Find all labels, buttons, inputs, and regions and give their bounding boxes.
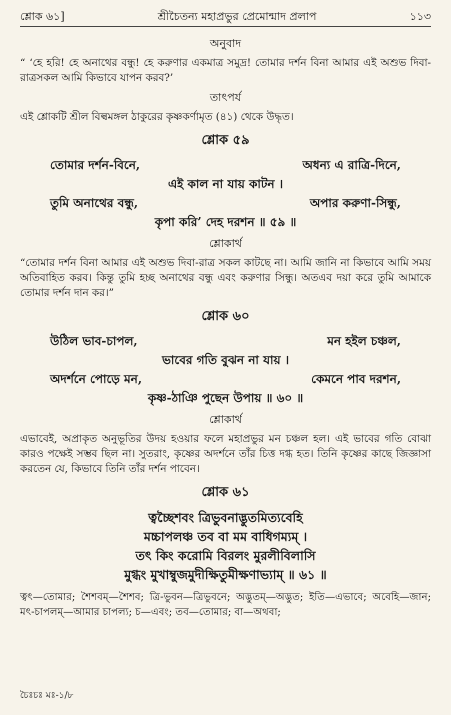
verse-60-line-3b: কেমনে পাব দরশন,: [311, 372, 401, 386]
verse-59-line-3a: তুমি অনাথের বন্ধু,: [50, 196, 139, 210]
verse-60-line-4: কৃষ্ণ-ঠাঞি পুছেন উপায় ॥ ৬০ ॥: [147, 391, 304, 405]
translation-heading: অনুবাদ: [209, 37, 242, 50]
verse-60-meaning-heading: শ্লোকার্থ: [209, 413, 242, 426]
word-for-word-synonyms: ত্বৎ—তোমার; শৈশবম্—শৈশব; ত্রি-ভুবন—ত্রিভুবনে; অদ্ভুতম্—অদ্ভুত; ইতি—এভাবে; অবেহি—জান; মৎ-চাপলম্—আমার চাপল্য; চ—এবং; তব—তোমার; বা—অথবা;: [20, 592, 431, 618]
translation-text: “ ‘হে হরি! হে অনাথের বন্ধু! হে করুণার একমাত্র সমুদ্র! তোমার দর্শন বিনা আমার এই অশুভ দিবা-রাত্রসকল আমি কিভাবে যাপন করব?’: [20, 57, 431, 84]
verse-61-sanskrit: [20, 508, 431, 584]
header-verse-ref: শ্লোক ৬১]: [20, 10, 65, 23]
page-number: ১১৩: [409, 10, 431, 23]
verse-59-line-4: কৃপা করি’ দেহ দরশন ॥ ৫৯ ॥: [154, 215, 297, 229]
verse-59-line-3b: অপার করুণা-সিন্ধু,: [309, 196, 401, 210]
verse-61-line-2: মচ্চাপলঞ্চ তব বা মম বাধিগম্যম্ ।: [143, 529, 308, 544]
verse-60-line-3a: অদর্শনে পোড়ে মন,: [50, 372, 143, 386]
verse-60-line-1b: মন হইল চঞ্চল,: [327, 334, 401, 348]
verse-60-line-2: ভাবের গতি বুঝন না যায় ।: [161, 353, 290, 367]
verse-59-line-1: [20, 156, 431, 175]
verse-59-meaning-text: “তোমার দর্শন বিনা আমার এই অশুভ দিবা-রাত্র সকল কাটছে না। আমি জানি না কিভাবে আমি সময় অতিবাহিত করব। কিন্তু তুমি হচ্ছ অনাথের বন্ধু এবং করুণার সিন্ধু। অতএব দয়া করে তুমি আমাকে তোমার দর্শন দান কর।”: [20, 257, 431, 299]
verse-59-line-2: এই কাল না যায় কাটন ।: [167, 177, 284, 191]
verse-59-meaning-heading: শ্লোকার্থ: [209, 237, 242, 250]
verse-60-line-1: [20, 332, 431, 351]
verse-61-line-1: ত্বচ্ছৈশবং ত্রিভুবনাদ্ভুতমিত্যবেহি: [148, 510, 303, 525]
verse-60: [20, 332, 431, 408]
header-title: শ্রীচৈতন্য মহাপ্রভুর প্রেমোন্মাদ প্রলাপ: [157, 10, 317, 23]
verse-59-line-1b: অধন্য এ রাত্রি-দিনে,: [302, 158, 401, 172]
running-header: [20, 8, 431, 27]
verse-61-line-4: মুগ্ধং মুখাম্বুজমুদীক্ষিতুমীক্ষণাভ্যাম্ ॥ ৬১ ॥: [124, 567, 327, 582]
verse-60-heading: শ্লোক ৬০: [201, 309, 250, 324]
verse-59-line-3: [20, 194, 431, 213]
verse-59: [20, 156, 431, 232]
verse-60-line-3: [20, 370, 431, 389]
verse-59-heading: শ্লোক ৫৯: [201, 133, 250, 148]
verse-59-line-1a: তোমার দর্শন-বিনে,: [50, 158, 141, 172]
purport-heading: তাৎপর্য: [209, 91, 242, 104]
purport-text: এই শ্লোকটি শ্রীল বিল্বমঙ্গল ঠাকুরের কৃষ্ণকর্ণামৃত (৪১) থেকে উদ্ধৃত।: [20, 111, 294, 123]
verse-61-line-3: তৎ কিং করোমি বিরলং মুরলীবিলাসি: [135, 548, 316, 563]
verse-60-meaning-text: এভাবেই, অপ্রাকৃত অনুভূতির উদয় হওয়ার ফলে মহাপ্রভুর মন চঞ্চল হল। এই ভাবের গতি বোঝা কারও পক্ষেই সম্ভব ছিল না। সুতরাং, কৃষ্ণের অদর্শনে তাঁর চিত্ত দগ্ধ হত। তিনি কৃষ্ণের কাছে জিজ্ঞাসা করতেন যে, কিভাবে তিনি তাঁর দর্শন পাবেন।: [20, 433, 431, 475]
verse-60-line-1a: উঠিল ভাব-চাপল,: [50, 334, 138, 348]
signature-mark: চৈঃচঃ মঃ-১/৮: [20, 691, 74, 701]
verse-61-heading: শ্লোক ৬১: [201, 485, 250, 500]
